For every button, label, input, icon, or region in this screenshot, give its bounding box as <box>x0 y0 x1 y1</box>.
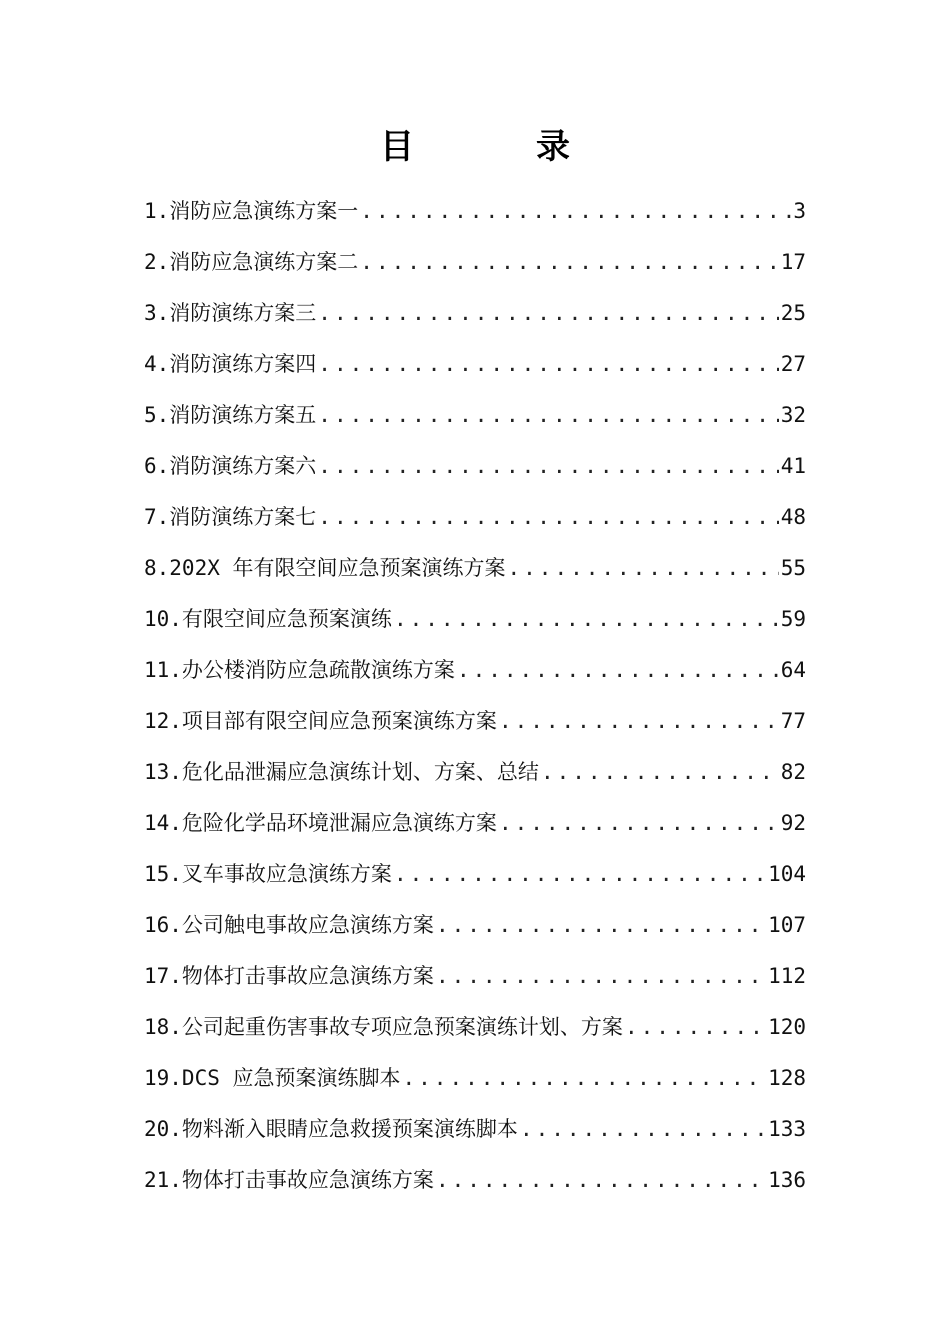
dot-leader <box>318 492 778 543</box>
toc-entry-label: 2.消防应急演练方案二 <box>144 250 359 274</box>
toc-entry-page: 41 <box>780 454 806 478</box>
toc-entry[interactable] <box>144 849 806 900</box>
toc-entry-page: 27 <box>780 352 806 376</box>
toc-entry-label: 14.危险化学品环境泄漏应急演练方案 <box>144 811 497 835</box>
toc-entry-page: 107 <box>768 913 806 937</box>
toc-entry-label: 13.危化品泄漏应急演练计划、方案、总结 <box>144 760 539 784</box>
toc-entry-page: 112 <box>768 964 806 988</box>
toc-entry[interactable] <box>144 1053 806 1104</box>
dot-leader <box>318 339 778 390</box>
toc-entry-label: 10.有限空间应急预案演练 <box>144 607 392 631</box>
toc-entry-label: 17.物体打击事故应急演练方案 <box>144 964 434 988</box>
toc-title: 目 录 <box>380 127 614 167</box>
dot-leader <box>508 543 779 594</box>
dot-leader <box>436 900 766 951</box>
toc-entry[interactable] <box>144 441 806 492</box>
toc-entry-page: 3 <box>793 199 806 223</box>
toc-entry-label: 1.消防应急演练方案一 <box>144 199 359 223</box>
toc-entry-page: 32 <box>780 403 806 427</box>
dot-leader <box>360 186 791 237</box>
toc-entry-label: 12.项目部有限空间应急预案演练方案 <box>144 709 497 733</box>
toc-entry[interactable] <box>144 1104 806 1155</box>
toc-entry-label: 3.消防演练方案三 <box>144 301 317 325</box>
dot-leader <box>403 1053 767 1104</box>
dot-leader <box>499 798 779 849</box>
toc-entry[interactable] <box>144 798 806 849</box>
toc-entry-page: 92 <box>780 811 806 835</box>
toc-entry[interactable] <box>144 1002 806 1053</box>
toc-entry-page: 128 <box>768 1066 806 1090</box>
toc-entry[interactable] <box>144 237 806 288</box>
toc-entry-label: 5.消防演练方案五 <box>144 403 317 427</box>
toc-entry[interactable] <box>144 543 806 594</box>
toc-entry[interactable] <box>144 951 806 1002</box>
toc-entry-label: 21.物体打击事故应急演练方案 <box>144 1168 434 1192</box>
toc-entry[interactable] <box>144 645 806 696</box>
dot-leader <box>520 1104 766 1155</box>
toc-entry-page: 55 <box>780 556 806 580</box>
toc-entry-page: 48 <box>780 505 806 529</box>
toc-entry[interactable] <box>144 186 806 237</box>
toc-entry[interactable] <box>144 1155 806 1206</box>
toc-entry[interactable] <box>144 747 806 798</box>
dot-leader <box>318 441 778 492</box>
toc-entry-label: 16.公司触电事故应急演练方案 <box>144 913 434 937</box>
dot-leader <box>360 237 778 288</box>
toc-entry-page: 64 <box>780 658 806 682</box>
dot-leader <box>541 747 779 798</box>
toc-entry[interactable] <box>144 492 806 543</box>
dot-leader <box>436 1155 766 1206</box>
toc-entry-page: 17 <box>780 250 806 274</box>
toc-entry[interactable] <box>144 594 806 645</box>
toc-entry-page: 82 <box>780 760 806 784</box>
dot-leader <box>318 288 778 339</box>
dot-leader <box>625 1002 766 1053</box>
toc-entry-label: 11.办公楼消防应急疏散演练方案 <box>144 658 455 682</box>
toc-entry-page: 59 <box>780 607 806 631</box>
toc-list <box>144 186 806 1206</box>
toc-entry-page: 77 <box>780 709 806 733</box>
toc-entry[interactable] <box>144 339 806 390</box>
dot-leader <box>394 594 779 645</box>
toc-entry[interactable] <box>144 696 806 747</box>
toc-entry-label: 15.叉车事故应急演练方案 <box>144 862 392 886</box>
dot-leader <box>499 696 779 747</box>
toc-entry-label: 20.物料渐入眼睛应急救援预案演练脚本 <box>144 1117 518 1141</box>
toc-entry-label: 4.消防演练方案四 <box>144 352 317 376</box>
toc-entry-label: 6.消防演练方案六 <box>144 454 317 478</box>
toc-entry-page: 25 <box>780 301 806 325</box>
toc-entry-page: 136 <box>768 1168 806 1192</box>
dot-leader <box>457 645 779 696</box>
toc-entry-page: 120 <box>768 1015 806 1039</box>
dot-leader <box>318 390 778 441</box>
toc-entry-label: 8.202X 年有限空间应急预案演练方案 <box>144 556 506 580</box>
toc-entry-label: 7.消防演练方案七 <box>144 505 317 529</box>
dot-leader <box>394 849 766 900</box>
toc-entry[interactable] <box>144 900 806 951</box>
toc-entry-label: 19.DCS 应急预案演练脚本 <box>144 1066 401 1090</box>
toc-entry[interactable] <box>144 390 806 441</box>
toc-entry-page: 133 <box>768 1117 806 1141</box>
toc-entry-label: 18.公司起重伤害事故专项应急预案演练计划、方案 <box>144 1015 623 1039</box>
toc-entry[interactable] <box>144 288 806 339</box>
toc-entry-page: 104 <box>768 862 806 886</box>
dot-leader <box>436 951 766 1002</box>
